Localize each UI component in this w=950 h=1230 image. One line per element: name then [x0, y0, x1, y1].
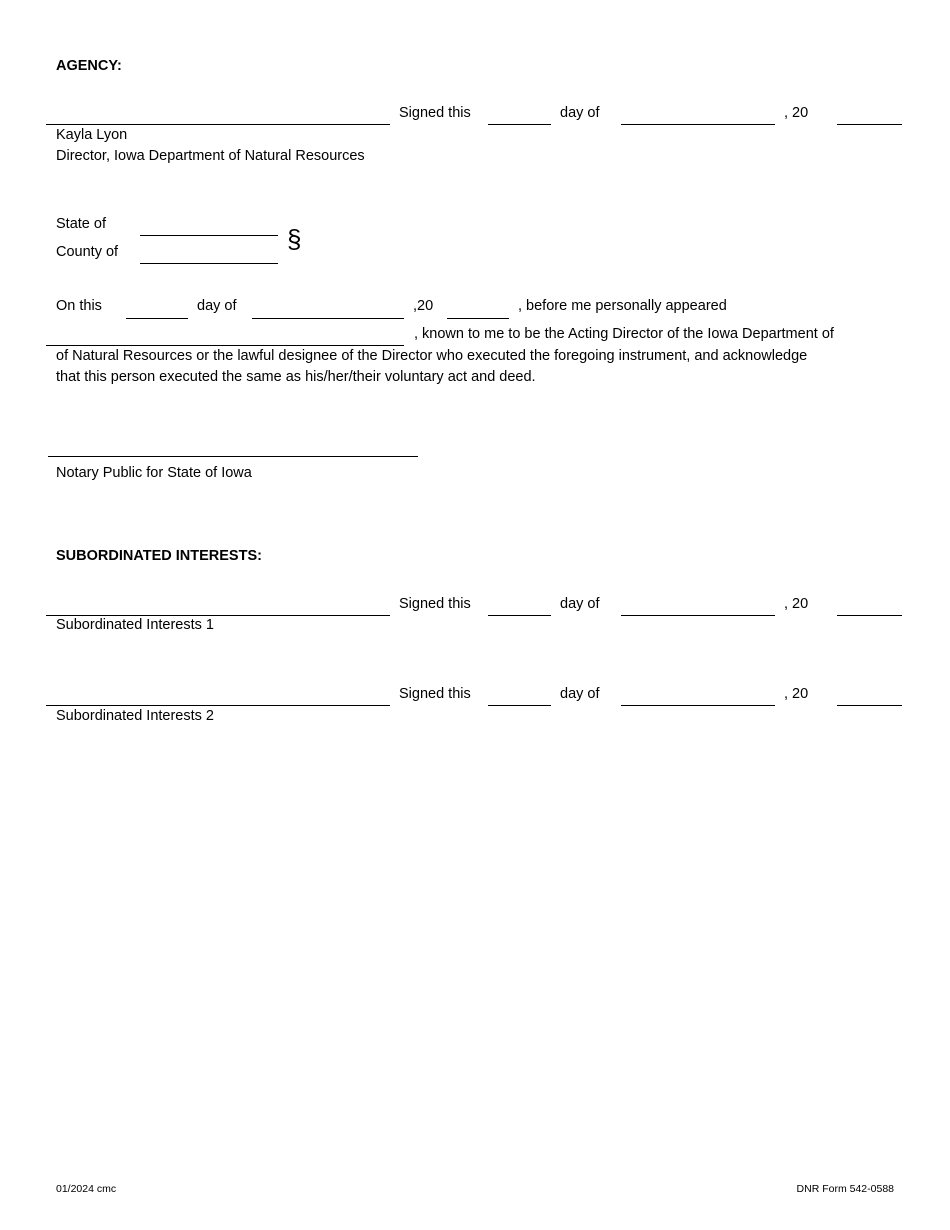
- subordinated-heading: SUBORDINATED INTERESTS:: [56, 548, 262, 564]
- notary-day-of-label: day of: [197, 298, 237, 314]
- agency-signature-line[interactable]: [46, 124, 390, 125]
- notary-signature-label: Notary Public for State of Iowa: [56, 465, 252, 481]
- agency-signed-this-label: Signed this: [399, 105, 471, 121]
- subordinated-1-year-prefix: , 20: [784, 596, 809, 612]
- footer-form-number: DNR Form 542-0588: [796, 1183, 894, 1195]
- agency-year-prefix: , 20: [784, 105, 809, 121]
- subordinated-2-month-field[interactable]: [621, 705, 775, 706]
- on-this-label: On this: [56, 298, 102, 314]
- agency-month-field[interactable]: [621, 124, 775, 125]
- agency-year-field[interactable]: [837, 124, 902, 125]
- agency-signer-title: Director, Iowa Department of Natural Resources: [56, 148, 365, 164]
- notary-day-field[interactable]: [126, 318, 188, 319]
- subordinated-1-day-field[interactable]: [488, 615, 551, 616]
- known-to-me-text: , known to me to be the Acting Director of the Iowa Department of: [414, 326, 834, 342]
- subordinated-2-year-prefix: , 20: [784, 686, 809, 702]
- agency-day-of-label: day of: [560, 105, 600, 121]
- county-of-label: County of: [56, 244, 119, 260]
- agency-day-field[interactable]: [488, 124, 551, 125]
- notary-year-field[interactable]: [447, 318, 509, 319]
- notary-month-field[interactable]: [252, 318, 404, 319]
- appeared-name-field[interactable]: [46, 345, 404, 346]
- notary-year-prefix: ,20: [413, 298, 434, 314]
- subordinated-1-label: Subordinated Interests 1: [56, 617, 214, 633]
- state-field[interactable]: [140, 235, 278, 236]
- agency-signer-name: Kayla Lyon: [56, 127, 128, 143]
- subordinated-2-label: Subordinated Interests 2: [56, 708, 214, 724]
- acknowledgment-line-3: that this person executed the same as his/her/their voluntary act and deed.: [56, 369, 536, 385]
- subordinated-1-year-field[interactable]: [837, 615, 902, 616]
- subordinated-1-signed-this-label: Signed this: [399, 596, 471, 612]
- subordinated-1-day-of-label: day of: [560, 596, 600, 612]
- agency-heading: AGENCY:: [56, 58, 122, 74]
- subordinated-1-month-field[interactable]: [621, 615, 775, 616]
- subordinated-2-day-field[interactable]: [488, 705, 551, 706]
- subordinated-2-year-field[interactable]: [837, 705, 902, 706]
- section-symbol: §: [287, 224, 302, 254]
- before-me-text: , before me personally appeared: [518, 298, 727, 314]
- notary-signature-line[interactable]: [48, 456, 418, 457]
- subordinated-1-signature-line[interactable]: [46, 615, 390, 616]
- state-of-label: State of: [56, 216, 106, 232]
- acknowledgment-line-2: of Natural Resources or the lawful designee of the Director who executed the foregoing instrument, and acknowledge: [56, 348, 808, 364]
- subordinated-2-signature-line[interactable]: [46, 705, 390, 706]
- subordinated-2-signed-this-label: Signed this: [399, 686, 471, 702]
- county-field[interactable]: [140, 263, 278, 264]
- subordinated-2-day-of-label: day of: [560, 686, 600, 702]
- footer-revision: 01/2024 cmc: [56, 1183, 117, 1195]
